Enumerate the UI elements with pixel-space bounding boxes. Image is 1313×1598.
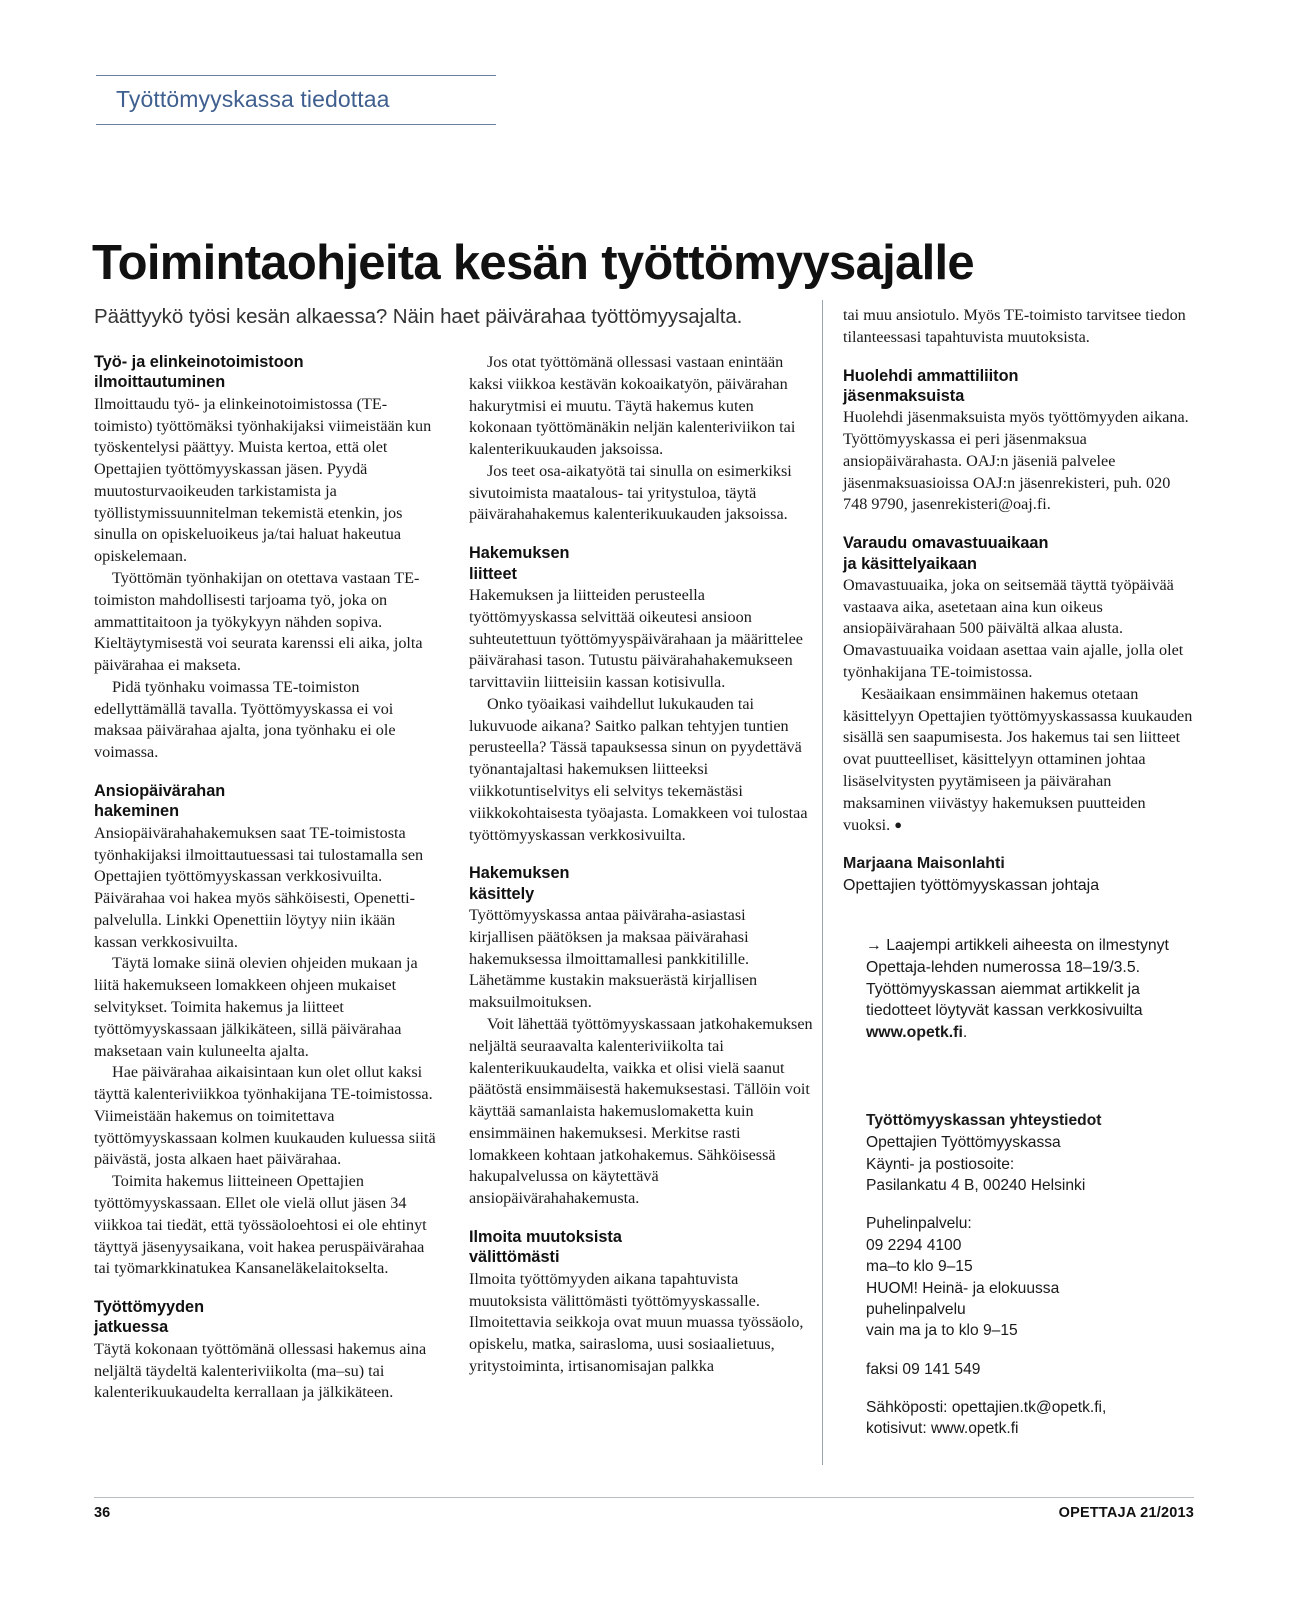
contact-address-label: Käynti- ja postiosoite: bbox=[866, 1155, 1015, 1173]
section-kicker bbox=[96, 75, 496, 125]
paragraph: Työttömän työnhakijan on otettava vastaan TE-toimiston mahdollisesti tarjoama työ, joka on ammattitaitoon ja työkykyyn nähden sopiva. Kieltäytymisestä voi seurata karenssi eli aika, jolta päivärahaa ei makseta. bbox=[94, 568, 423, 675]
paragraph-text: Kesäaikaan ensimmäinen hakemus otetaan käsittelyyn Opettajien työttömyyskassassa kuukauden sisällä sen saapumisesta. Jos hakemus tai sen liitteet ovat puutteelliset, käsittelyyn ottaminen johtaa lisäselvitysten pyytämiseen ja päivärahan maksaminen viivästyy hakemuksen puutteiden vuoksi. bbox=[843, 684, 1193, 834]
subheading-omavastuuaika: Varaudu omavastuuaikaan ja käsittelyaikaan bbox=[843, 534, 1049, 573]
paragraph: Omavastuuaika, joka on seitsemää täyttä työpäivää vastaava aika, asetetaan aina kun oikeus ansiopäivärahaan 500 päivältä alkaa alusta. Omavastuuaika voidaan asettaa vain ajalle, jolla olet työnhakijana TE-toimistossa. bbox=[843, 575, 1184, 682]
contact-web: kotisivut: www.opetk.fi bbox=[866, 1420, 1019, 1438]
paragraph: Onko työaikasi vaihdellut lukukauden tai lukuvuode aikana? Saitko palkan tehtyjen tuntien perusteella? Tässä tapauksessa sinun on pyydettävä työnantajaltasi hakemuksen liitteeksi viikkotuntiselvitys eli selvitys tekemästäsi viikkokohtaisesta työajasta. Lomakkeen voi tulostaa työttömyyskassan verkkosivuilta. bbox=[469, 694, 808, 844]
contact-note-2: puhelinpalvelu bbox=[866, 1300, 966, 1318]
contact-org: Opettajien Työttömyyskassa bbox=[866, 1134, 1061, 1152]
contact-note-3: vain ma ja to klo 9–15 bbox=[866, 1322, 1018, 1340]
article-column-3 bbox=[843, 305, 1193, 897]
spacer bbox=[843, 516, 1193, 533]
contact-phone-label: Puhelinpalvelu: bbox=[866, 1215, 972, 1233]
paragraph: Huolehdi jäsenmaksuista myös työttömyyden aikana. Työttömyyskassa ei peri jäsenmaksua ansiopäivärahasta. OAJ:n jäseniä palvelee jäsenmaksuasioissa OAJ:n jäsenrekisteri, puh. 020 748 9790, jasenrekisteri@oaj.fi. bbox=[843, 408, 1189, 514]
spacer bbox=[469, 1210, 814, 1227]
byline bbox=[843, 853, 1193, 897]
contact-phone-block bbox=[866, 1213, 1196, 1341]
footer-rule bbox=[94, 1497, 1194, 1498]
subheading-jasenmaksut: Huolehdi ammattiliiton jäsenmaksuista bbox=[843, 366, 1019, 405]
contact-title: Työttömyyskassan yhteystiedot bbox=[866, 1112, 1102, 1129]
paragraph: Pidä työnhaku voimassa TE-toimiston edellyttämällä tavalla. Työttömyyskassa ei voi maksaa päivärahaa ajalta, jona työnhaku ei ole voimassa. bbox=[94, 677, 396, 762]
paragraph: Ilmoita työttömyyden aikana tapahtuvista muutoksista välittömästi työttömyyskassalle. Ilmoitettavia seikkoja ovat muun muassa työssäolo, opiskelu, matka, sairasloma, uusi sosiaalietuus, yritystoiminta, irtisanomisajan palkka bbox=[469, 1269, 804, 1375]
kicker-label: Työttömyyskassa tiedottaa bbox=[116, 86, 390, 112]
paragraph: Voit lähettää työttömyyskassaan jatkohakemuksen neljältä seuraavalta kalenteriviikolta tai kalenterikuukaudelta, vaikka et olisi vielä saanut päätöstä ensimmäisestä hakemuksestasi. Tällöin voit käyttää samanlaista hakemuslomaketta kuin ensimmäinen hakemuksesi. Merkitse rasti lomakkeen kohtaan jatkohakemus. Sähköisessä hakupalvelussa on käytettävä ansiopäivärahahakemusta. bbox=[469, 1014, 813, 1208]
contact-phone: 09 2294 4100 bbox=[866, 1236, 962, 1254]
spacer bbox=[94, 1280, 439, 1297]
spacer bbox=[469, 526, 814, 543]
page-title: Toimintaohjeita kesän työttömyysajalle bbox=[92, 235, 974, 290]
contact-address: Pasilankatu 4 B, 00240 Helsinki bbox=[866, 1177, 1086, 1195]
subheading-te-toimisto: Työ- ja elinkeinotoimistoon ilmoittautuminen bbox=[94, 353, 304, 392]
paragraph: Hakemuksen ja liitteiden perusteella työttömyyskassa selvittää oikeutesi ansioon suhteutettuun työttömyyspäivärahaan ja määrittelee päivärahasi tason. Tutustu päivärahahakemukseen tarvittaviin liitteisiin kassan kotisivulla. bbox=[469, 585, 803, 692]
column-divider bbox=[822, 300, 823, 1465]
contact-note-1: HUOM! Heinä- ja elokuussa bbox=[866, 1279, 1060, 1297]
spacer bbox=[469, 846, 814, 863]
paragraph: Hae päivärahaa aikaisintaan kun olet ollut kaksi täyttä kalenteriviikkoa työnhakijana TE-toimistossa. Viimeistään hakemus on toimitettava työttömyyskassaan kolmen kuukauden kuluessa siitä päivästä, josta alkaen haet päivärahaa. bbox=[94, 1063, 436, 1169]
contact-email-block bbox=[866, 1397, 1196, 1440]
subheading-tyottomyyden-jatkuessa: Työttömyyden jatkuessa bbox=[94, 1298, 205, 1337]
byline-title: Opettajien työttömyyskassan johtaja bbox=[843, 877, 1100, 895]
spacer bbox=[843, 349, 1193, 366]
byline-name: Marjaana Maisonlahti bbox=[843, 855, 1005, 873]
contact-email: Sähköposti: opettajien.tk@opetk.fi, bbox=[866, 1398, 1107, 1416]
contact-box bbox=[866, 1110, 1196, 1440]
paragraph: Työttömyyskassa antaa päiväraha-asiastasi kirjallisen päätöksen ja maksaa päivärahasi hakemuksessa ilmoittamallesi pankkitilille. Lähetämme kustakin maksuerästä kirjallisen maksuilmoituksen. bbox=[469, 906, 758, 1012]
article-column-1 bbox=[94, 352, 439, 1404]
paragraph bbox=[843, 684, 1193, 836]
standfirst: Päättyykö työsi kesän alkaessa? Näin haet päivärahaa työttömyysajalta. bbox=[94, 305, 743, 328]
related-article-text: Laajempi artikkeli aiheesta on ilmestynyt Opettaja-lehden numerossa 18–19/3.5. Työttömyyskassan aiemmat artikkelit ja tiedotteet löytyvät kassan verkkosivuilta bbox=[866, 937, 1169, 1020]
subheading-hakemuksen-liitteet: Hakemuksen liitteet bbox=[469, 544, 570, 583]
paragraph: Täytä kokonaan työttömänä ollessasi hakemus aina neljältä täydeltä kalenteriviikolta (ma–su) tai kalenterikuukaudelta kerrallaan ja jälkikäteen. bbox=[94, 1339, 427, 1402]
paragraph: Jos otat työttömänä ollessasi vastaan enintään kaksi viikkoa kestävän kokoaikatyön, päivärahan hakurytmisi ei muutu. Täytä hakemus kuten kokonaan työttömänäkin neljän kalenteriviikon tai kalenterikuukauden jaksoissa. bbox=[469, 353, 796, 459]
page-number: 36 bbox=[94, 1505, 111, 1521]
paragraph: Ansiopäivärahahakemuksen saat TE-toimistosta työnhakijaksi ilmoittautuessasi tai tulostamalla sen Opettajien työttömyyskassan verkkosivuilta. Päivärahaa voi hakea myös sähköisesti, Openetti-palvelulla. Linkki Openettiin löytyy niin ikään kassan verkkosivuilta. bbox=[94, 823, 424, 951]
paragraph: Täytä lomake siinä olevien ohjeiden mukaan ja liitä hakemukseen lomakkeen ohjeen mukaiset selvitykset. Toimita hakemus ja liitteet työttömyyskassaan jälkikäteen, sillä päivärahaa maksetaan vain kuluneelta ajalta. bbox=[94, 954, 418, 1060]
subheading-ilmoita-muutoksista: Ilmoita muutoksista välittömästi bbox=[469, 1228, 622, 1267]
end-bullet-icon: ● bbox=[894, 816, 903, 832]
related-article-text-end: . bbox=[962, 1024, 968, 1042]
spacer bbox=[94, 764, 439, 781]
paragraph: Ilmoittaudu työ- ja elinkeinotoimistossa (TE-toimisto) työttömäksi työnhakijaksi viimeistään kun työskentelysi päättyy. Muista kertoa, että olet Opettajien työttömyyskassan jäsen. Pyydä muutosturvaoikeuden tarkistamista ja työllistymissuunnitelman tekemistä etenkin, jos sinulla on opiskeluoikeus ja/tai haluat hakeutua opiskelemaan. bbox=[94, 394, 432, 566]
subheading-ansiopaivaraha: Ansiopäivärahan hakeminen bbox=[94, 782, 226, 821]
spacer bbox=[843, 836, 1193, 853]
paragraph: Jos teet osa-aikatyötä tai sinulla on esimerkiksi sivutoimista maatalous- tai yritystuloa, täytä päivärahahakemus kalenterikuukauden jaksoissa. bbox=[469, 461, 792, 524]
article-column-2 bbox=[469, 352, 814, 1378]
related-article-link[interactable]: www.opetk.fi bbox=[866, 1024, 963, 1042]
paragraph: Toimita hakemus liitteineen Opettajien työttömyyskassaan. Ellet ole vielä ollut jäsen 34 viikkoa tai tiedät, että työssäoloehtosi ei ole ehtinyt täyttyä jäsenyysaikana, voit hakea peruspäivärahaa tai työmarkkinatukea Kansaneläkelaitokselta. bbox=[94, 1172, 427, 1278]
arrow-icon: → bbox=[866, 937, 882, 954]
contact-hours: ma–to klo 9–15 bbox=[866, 1258, 973, 1276]
contact-fax: faksi 09 141 549 bbox=[866, 1360, 981, 1378]
kicker-rule-bottom bbox=[96, 124, 496, 125]
paragraph: tai muu ansiotulo. Myös TE-toimisto tarvitsee tiedon tilanteessasi tapahtuvista muutoksista. bbox=[843, 306, 1186, 346]
publication-info: OPETTAJA 21/2013 bbox=[1058, 1505, 1194, 1521]
subheading-hakemuksen-kasittely: Hakemuksen käsittely bbox=[469, 864, 570, 903]
related-article-note bbox=[866, 935, 1196, 1044]
